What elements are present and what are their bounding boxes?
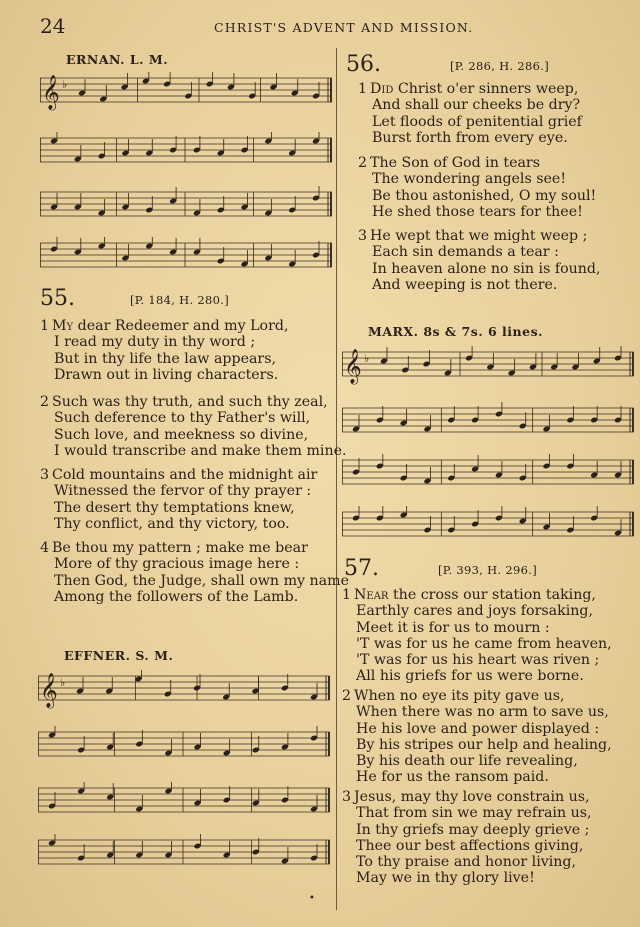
stanza-text: the cross our station taking, bbox=[388, 587, 596, 603]
stanza-line bbox=[342, 822, 592, 838]
stanza-line bbox=[342, 688, 612, 704]
stanza-text: Thy conflict, and thy victory, too. bbox=[54, 515, 290, 532]
stanza-text: Each sin demands a tear : bbox=[372, 244, 559, 261]
hymn-56-stanza-1 bbox=[358, 81, 582, 146]
stanza-text: The wondering angels see! bbox=[372, 171, 567, 188]
stanza-text: 'T was for us his heart was riven ; bbox=[356, 652, 600, 669]
stanza-line bbox=[342, 838, 592, 854]
stanza-line bbox=[40, 410, 347, 426]
stanza-line bbox=[342, 721, 612, 737]
stanza-line bbox=[342, 587, 612, 603]
stanza-text: May we in thy glory live! bbox=[356, 870, 535, 887]
stanza-text: To thy praise and honor living, bbox=[356, 854, 577, 871]
stanza-text: Such love, and meekness so divine, bbox=[54, 426, 309, 443]
stanza-text: Earthly cares and joys forsaking, bbox=[356, 603, 593, 620]
stanza-text: I read my duty in thy word ; bbox=[54, 334, 256, 351]
stanza-text: By his stripes our help and healing, bbox=[356, 736, 612, 753]
tune-title-ernan: ERNAN. L. M. bbox=[66, 52, 169, 67]
stanza-line bbox=[358, 171, 596, 187]
stanza-text: He for us the ransom paid. bbox=[356, 769, 549, 786]
stanza-text: Burst forth from every eye. bbox=[372, 129, 568, 146]
stanza-text: Drawn out in living characters. bbox=[54, 366, 279, 383]
music-staff bbox=[40, 72, 332, 112]
hymn-number-56: 56. bbox=[346, 52, 381, 77]
stanza-line bbox=[358, 261, 601, 277]
stanza-line bbox=[342, 620, 612, 636]
tune-title-marx: MARX. 8s & 7s. 6 lines. bbox=[368, 324, 543, 339]
stanza-line bbox=[40, 540, 349, 556]
stanza-line bbox=[342, 805, 592, 821]
stanza-line bbox=[40, 443, 347, 459]
stanza-text: When there was no arm to save us, bbox=[356, 704, 609, 721]
stanza-text: And weeping is not there. bbox=[372, 276, 558, 293]
svg-text:♭: ♭ bbox=[364, 352, 370, 365]
stanza-text: Jesus, may thy love constrain us, bbox=[354, 789, 590, 805]
stanza-text: In thy griefs may deeply grieve ; bbox=[356, 821, 590, 838]
stanza-line bbox=[40, 467, 317, 483]
stanza-line bbox=[358, 228, 601, 244]
stanza-text: I would transcribe and make them mine. bbox=[54, 442, 347, 459]
stanza-text: Cold mountains and the midnight air bbox=[52, 467, 318, 483]
stanza-first-word: My bbox=[52, 318, 74, 334]
stanza-text: Be thou my pattern ; make me bear bbox=[52, 540, 308, 556]
page-number: 24 bbox=[40, 14, 66, 38]
music-staff bbox=[342, 402, 634, 442]
stanza-line bbox=[40, 318, 288, 334]
stanza-first-word: Did bbox=[370, 81, 394, 97]
stanza-line bbox=[358, 277, 601, 293]
stanza-text: And shall our cheeks be dry? bbox=[372, 97, 581, 114]
printer-mark: • bbox=[309, 893, 315, 904]
stanza-line bbox=[40, 394, 347, 410]
stanza-text: But in thy life the law appears, bbox=[54, 350, 276, 367]
stanza-line bbox=[342, 704, 612, 720]
stanza-line bbox=[40, 334, 288, 350]
music-staff bbox=[342, 506, 634, 546]
svg-text:𝄞: 𝄞 bbox=[344, 349, 362, 384]
stanza-text: Among the followers of the Lamb. bbox=[54, 588, 299, 605]
stanza-line bbox=[358, 81, 582, 97]
music-staff bbox=[40, 132, 332, 172]
stanza-line bbox=[342, 789, 592, 805]
music-staff bbox=[38, 670, 330, 710]
stanza-text: When no eye its pity gave us, bbox=[354, 688, 565, 704]
stanza-line bbox=[358, 155, 596, 171]
hymn-55-stanza-2 bbox=[40, 394, 347, 459]
stanza-text: Such was thy truth, and such thy zeal, bbox=[52, 394, 328, 410]
stanza-text: He his love and power displayed : bbox=[356, 720, 600, 737]
stanza-line bbox=[358, 188, 596, 204]
hymn-ref-55: [P. 184, H. 280.] bbox=[130, 293, 229, 307]
stanza-line bbox=[342, 603, 612, 619]
stanza-first-word: Near bbox=[354, 587, 389, 603]
hymn-55-stanza-3 bbox=[40, 467, 317, 532]
stanza-line bbox=[342, 636, 612, 652]
stanza-line bbox=[40, 427, 347, 443]
music-staff bbox=[40, 186, 332, 226]
stanza-number: 2 bbox=[342, 688, 352, 704]
stanza-number: 2 bbox=[40, 394, 50, 410]
stanza-line bbox=[358, 130, 582, 146]
tune-title-effner: EFFNER. S. M. bbox=[64, 648, 174, 663]
stanza-text: In heaven alone no sin is found, bbox=[372, 260, 601, 277]
stanza-line bbox=[342, 854, 592, 870]
stanza-text: 'T was for us he came from heaven, bbox=[356, 635, 612, 652]
svg-text:♭: ♭ bbox=[62, 78, 68, 91]
stanza-line bbox=[358, 97, 582, 113]
stanza-line bbox=[40, 500, 317, 516]
stanza-text: Then God, the Judge, shall own my name bbox=[54, 572, 349, 589]
stanza-number: 1 bbox=[358, 81, 368, 97]
stanza-text: Let floods of penitential grief bbox=[372, 113, 582, 130]
stanza-line bbox=[358, 204, 596, 220]
stanza-text: More of thy gracious image here : bbox=[54, 556, 300, 573]
hymn-57-stanza-2 bbox=[342, 688, 612, 786]
stanza-text: Christ o'er sinners weep, bbox=[393, 81, 579, 97]
stanza-text: Thee our best affections giving, bbox=[356, 837, 584, 854]
stanza-line bbox=[342, 870, 592, 886]
svg-text:♭: ♭ bbox=[60, 676, 66, 689]
hymn-ref-57: [P. 393, H. 296.] bbox=[438, 563, 537, 577]
stanza-number: 1 bbox=[40, 318, 50, 334]
hymn-57-stanza-1 bbox=[342, 587, 612, 685]
stanza-line bbox=[342, 652, 612, 668]
music-staff bbox=[40, 237, 332, 277]
stanza-line bbox=[342, 737, 612, 753]
hymn-ref-56: [P. 286, H. 286.] bbox=[450, 59, 549, 73]
stanza-line bbox=[358, 114, 582, 130]
music-staff bbox=[38, 782, 330, 822]
stanza-text: Witnessed the fervor of thy prayer : bbox=[54, 483, 312, 500]
stanza-text: The desert thy temptations knew, bbox=[54, 499, 295, 516]
stanza-number: 3 bbox=[40, 467, 50, 483]
stanza-line bbox=[358, 244, 601, 260]
hymn-56-stanza-3 bbox=[358, 228, 601, 293]
stanza-number: 1 bbox=[342, 587, 352, 603]
column-divider bbox=[336, 48, 337, 910]
stanza-line bbox=[40, 573, 349, 589]
stanza-number: 4 bbox=[40, 540, 50, 556]
running-head: CHRIST'S ADVENT AND MISSION. bbox=[214, 20, 474, 35]
stanza-line bbox=[342, 769, 612, 785]
stanza-text: He shed those tears for thee! bbox=[372, 203, 583, 220]
hymn-57-stanza-3 bbox=[342, 789, 592, 887]
stanza-line bbox=[40, 351, 288, 367]
stanza-text: Such deference to thy Father's will, bbox=[54, 410, 311, 427]
stanza-line bbox=[40, 367, 288, 383]
stanza-line bbox=[40, 589, 349, 605]
music-staff bbox=[38, 834, 330, 874]
stanza-text: That from sin we may refrain us, bbox=[356, 805, 592, 822]
hymn-number-57: 57. bbox=[344, 556, 379, 581]
music-staff bbox=[342, 454, 634, 494]
stanza-line bbox=[40, 556, 349, 572]
stanza-text: Meet it is for us to mourn : bbox=[356, 619, 550, 636]
hymn-56-stanza-2 bbox=[358, 155, 596, 220]
svg-text:𝄞: 𝄞 bbox=[40, 673, 58, 708]
stanza-text: dear Redeemer and my Lord, bbox=[73, 318, 289, 334]
hymn-55-stanza-4 bbox=[40, 540, 349, 605]
music-staff bbox=[342, 346, 634, 386]
stanza-number: 2 bbox=[358, 155, 368, 171]
music-staff bbox=[38, 726, 330, 766]
stanza-line bbox=[40, 483, 317, 499]
stanza-line bbox=[342, 668, 612, 684]
stanza-text: The Son of God in tears bbox=[370, 155, 540, 171]
hymn-55-stanza-1 bbox=[40, 318, 288, 383]
stanza-line bbox=[40, 516, 317, 532]
stanza-text: By his death our life revealing, bbox=[356, 753, 578, 770]
stanza-number: 3 bbox=[358, 228, 368, 244]
stanza-number: 3 bbox=[342, 789, 352, 805]
stanza-text: He wept that we might weep ; bbox=[370, 228, 588, 244]
hymn-number-55: 55. bbox=[40, 286, 75, 311]
stanza-text: Be thou astonished, O my soul! bbox=[372, 187, 597, 204]
svg-text:𝄞: 𝄞 bbox=[42, 75, 60, 110]
stanza-text: All his griefs for us were borne. bbox=[356, 668, 584, 685]
stanza-line bbox=[342, 753, 612, 769]
